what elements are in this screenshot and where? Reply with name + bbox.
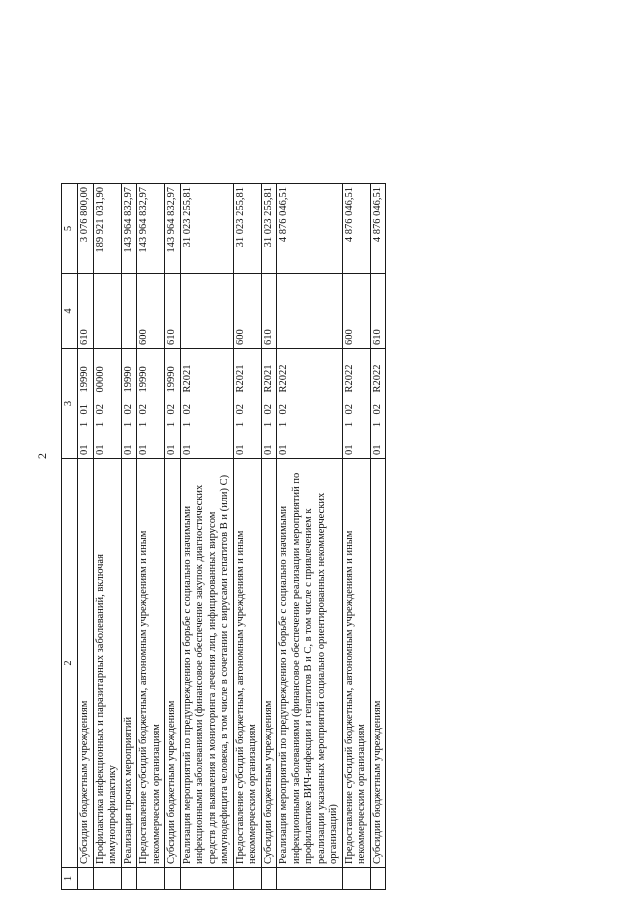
row-code-subprogram: 1 (93, 418, 121, 432)
header-cell-3: 3 (62, 349, 78, 459)
row-expense-type (93, 274, 121, 349)
row-code-program: 01 (277, 432, 343, 459)
table-row (137, 184, 165, 890)
row-blank-cell (93, 868, 121, 890)
table-row (233, 184, 261, 890)
row-code-subprogram: 1 (165, 418, 181, 432)
row-name-cell: Реализация мероприятий по предупреждению и борьбе с социально значимыми инфекционными заболеваниями (финансовое обеспечение реализации мероприятий по профилактике ВИЧ-инфекции и гепатитов В и С, в том числе с привлечением к реализации указанных мероприятий социально ориентированных некоммерческих организаций) (277, 459, 343, 868)
row-code-subprogram: 1 (277, 418, 343, 432)
row-code-program: 01 (78, 432, 94, 459)
row-amount: 143 964 832,97 (121, 184, 137, 274)
row-code-subprogram: 1 (121, 418, 137, 432)
row-expense-type (121, 274, 137, 349)
row-name-cell: Субсидии бюджетным учреждениям (370, 459, 386, 868)
row-code-program: 01 (93, 432, 121, 459)
table-row (342, 184, 370, 890)
row-name-cell: Предоставление субсидий бюджетным, автономным учреждениям и иным некоммерческим организациям (233, 459, 261, 868)
row-code-program: 01 (261, 432, 277, 459)
row-code-program: 01 (165, 432, 181, 459)
row-code-event: 02 (233, 396, 261, 418)
row-expense-type (180, 274, 233, 349)
row-name-cell: Предоставление субсидий бюджетным, автономным учреждениям и иным некоммерческим организациям (342, 459, 370, 868)
row-name-cell: Субсидии бюджетным учреждениям (165, 459, 181, 868)
header-cell-4: 4 (62, 274, 78, 349)
row-code-subprogram: 1 (342, 418, 370, 432)
row-code-event: 02 (93, 396, 121, 418)
row-code-event: 01 (78, 396, 94, 418)
table-row (261, 184, 277, 890)
row-code-program: 01 (137, 432, 165, 459)
row-code-direction: 19990 (78, 349, 94, 396)
row-code-subprogram: 1 (261, 418, 277, 432)
row-amount: 31 023 255,81 (180, 184, 233, 274)
row-expense-type: 600 (342, 274, 370, 349)
row-expense-type: 610 (370, 274, 386, 349)
header-row (62, 184, 78, 890)
row-code-event: 02 (342, 396, 370, 418)
row-code-direction: 00000 (93, 349, 121, 396)
row-name-cell: Субсидии бюджетным учреждениям (261, 459, 277, 868)
row-amount: 4 876 046,51 (342, 184, 370, 274)
row-name-cell: Субсидии бюджетным учреждениям (78, 459, 94, 868)
row-code-subprogram: 1 (370, 418, 386, 432)
row-name-cell: Реализация мероприятий по предупреждению и борьбе с социально значимыми инфекционными заболеваниями (финансовое обеспечение закупок диагностических средств для выявления и мониторинга лечения лиц, инфицированных вирусом иммунодефицита человека, в том числе в сочетании с вирусами гепатитов В и (или) С) (180, 459, 233, 868)
row-amount: 143 964 832,97 (137, 184, 165, 274)
row-blank-cell (78, 868, 94, 890)
page-number: 2 (35, 453, 49, 459)
row-code-direction: R2022 (342, 349, 370, 396)
table-row (78, 184, 94, 890)
row-amount: 3 076 800,00 (78, 184, 94, 274)
table-row (277, 184, 343, 890)
row-code-event: 02 (165, 396, 181, 418)
row-amount: 4 876 046,51 (370, 184, 386, 274)
row-code-subprogram: 1 (233, 418, 261, 432)
row-blank-cell (137, 868, 165, 890)
row-code-program: 01 (370, 432, 386, 459)
header-cell-1: 1 (62, 868, 78, 890)
row-code-event: 02 (370, 396, 386, 418)
row-code-program: 01 (233, 432, 261, 459)
row-code-direction: R2022 (277, 349, 343, 396)
row-name-cell: Реализация прочих мероприятий (121, 459, 137, 868)
row-blank-cell (233, 868, 261, 890)
row-amount: 189 921 031,90 (93, 184, 121, 274)
budget-table (61, 183, 386, 890)
row-expense-type (277, 274, 343, 349)
row-code-program: 01 (180, 432, 233, 459)
row-blank-cell (342, 868, 370, 890)
row-blank-cell (121, 868, 137, 890)
row-code-event: 02 (121, 396, 137, 418)
row-expense-type: 610 (261, 274, 277, 349)
row-expense-type: 610 (78, 274, 94, 349)
row-blank-cell (261, 868, 277, 890)
table-row (180, 184, 233, 890)
row-code-subprogram: 1 (78, 418, 94, 432)
row-amount: 31 023 255,81 (233, 184, 261, 274)
row-code-direction: R2021 (180, 349, 233, 396)
row-amount: 31 023 255,81 (261, 184, 277, 274)
row-expense-type: 600 (233, 274, 261, 349)
table-row (370, 184, 386, 890)
row-code-direction: R2021 (261, 349, 277, 396)
table-row (121, 184, 137, 890)
row-expense-type: 610 (165, 274, 181, 349)
row-code-direction: 19990 (121, 349, 137, 396)
row-code-subprogram: 1 (137, 418, 165, 432)
row-code-direction: 19990 (137, 349, 165, 396)
row-amount: 143 964 832,97 (165, 184, 181, 274)
row-code-event: 02 (137, 396, 165, 418)
row-code-direction: R2021 (233, 349, 261, 396)
row-amount: 4 876 046,51 (277, 184, 343, 274)
row-code-direction: R2022 (370, 349, 386, 396)
row-blank-cell (370, 868, 386, 890)
row-code-event: 02 (261, 396, 277, 418)
row-code-event: 02 (277, 396, 343, 418)
row-code-subprogram: 1 (180, 418, 233, 432)
row-blank-cell (180, 868, 233, 890)
row-code-program: 01 (342, 432, 370, 459)
row-code-event: 02 (180, 396, 233, 418)
row-blank-cell (277, 868, 343, 890)
row-expense-type: 600 (137, 274, 165, 349)
header-cell-5: 5 (62, 184, 78, 274)
table-row (165, 184, 181, 890)
row-blank-cell (165, 868, 181, 890)
row-code-direction: 19990 (165, 349, 181, 396)
row-name-cell: Профилактика инфекционных и паразитарных заболеваний, включая иммунопрофилактику (93, 459, 121, 868)
table-row (93, 184, 121, 890)
row-name-cell: Предоставление субсидий бюджетным, автономным учреждениям и иным некоммерческим организациям (137, 459, 165, 868)
header-cell-2: 2 (62, 459, 78, 868)
row-code-program: 01 (121, 432, 137, 459)
